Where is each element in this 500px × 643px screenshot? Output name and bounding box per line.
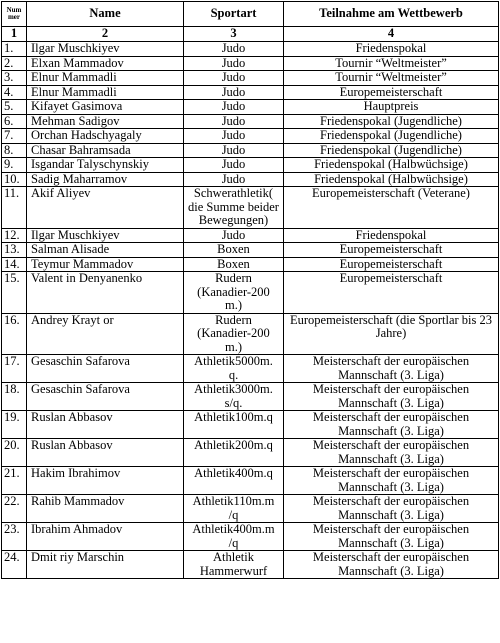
competition: Europemeisterschaft (284, 243, 499, 258)
sport-type: Athletik400m.q (184, 467, 284, 495)
table-row (2, 172, 499, 187)
table-row (2, 42, 499, 57)
sport-type: Athletik200m.q (184, 439, 284, 467)
athlete-name: Gesaschin Safarova (27, 383, 184, 411)
athlete-name: Teymur Mammadov (27, 257, 184, 272)
athlete-name: Ilgar Muschkiyev (27, 42, 184, 57)
athlete-name: Dmit riy Marschin (27, 551, 184, 579)
table-row (2, 228, 499, 243)
sport-type: Schwerathletik( die Summe beider Bewegungen) (184, 187, 284, 229)
athlete-name: Elxan Mammadov (27, 56, 184, 71)
competition: Meisterschaft der europäischen Mannschaft (3. Liga) (284, 467, 499, 495)
table-row (2, 551, 499, 579)
table-row (2, 467, 499, 495)
table-row (2, 439, 499, 467)
competition: Friedenspokal (284, 228, 499, 243)
table-row (2, 355, 499, 383)
sport-type: Judo (184, 228, 284, 243)
competition: Meisterschaft der europäischen Mannschaft (3. Liga) (284, 523, 499, 551)
competition: Friedenspokal (Jugendliche) (284, 129, 499, 144)
row-number: 10. (2, 172, 27, 187)
athlete-name: Ibrahim Ahmadov (27, 523, 184, 551)
sport-type: Judo (184, 129, 284, 144)
athlete-name: Kifayet Gasimova (27, 100, 184, 115)
table-row (2, 143, 499, 158)
competition: Meisterschaft der europäischen Mannschaft (3. Liga) (284, 495, 499, 523)
sport-type: Judo (184, 143, 284, 158)
row-number: 6. (2, 114, 27, 129)
competition: Tournir “Weltmeister” (284, 71, 499, 86)
competition: Meisterschaft der europäischen Mannschaft (3. Liga) (284, 383, 499, 411)
table-row (2, 243, 499, 258)
row-number: 14. (2, 257, 27, 272)
table-row (2, 56, 499, 71)
column-index: 4 (284, 27, 499, 42)
table-row (2, 114, 499, 129)
competition: Friedenspokal (Halbwüchsige) (284, 172, 499, 187)
athlete-name: Valent in Denyanenko (27, 272, 184, 314)
table-row (2, 383, 499, 411)
athlete-name: Elnur Mammadli (27, 85, 184, 100)
athlete-name: Sadig Maharramov (27, 172, 184, 187)
sport-type: Judo (184, 71, 284, 86)
row-number: 1. (2, 42, 27, 57)
row-number: 24. (2, 551, 27, 579)
competition: Friedenspokal (Jugendliche) (284, 114, 499, 129)
row-number: 18. (2, 383, 27, 411)
competition: Europemeisterschaft (284, 85, 499, 100)
header-row (2, 2, 499, 27)
table-row (2, 100, 499, 115)
competition: Europemeisterschaft (284, 272, 499, 314)
column-index-row (2, 27, 499, 42)
row-number: 8. (2, 143, 27, 158)
competition: Friedenspokal (Halbwüchsige) (284, 158, 499, 173)
competition: Meisterschaft der europäischen Mannschaft (3. Liga) (284, 551, 499, 579)
table-row (2, 257, 499, 272)
row-number: 12. (2, 228, 27, 243)
sport-type: Athletik100m.q (184, 411, 284, 439)
row-number: 15. (2, 272, 27, 314)
table-row (2, 71, 499, 86)
row-number: 13. (2, 243, 27, 258)
row-number: 7. (2, 129, 27, 144)
row-number: 21. (2, 467, 27, 495)
competition: Friedenspokal (284, 42, 499, 57)
competition: Friedenspokal (Jugendliche) (284, 143, 499, 158)
row-number: 19. (2, 411, 27, 439)
table-row (2, 523, 499, 551)
athlete-name: Mehman Sadigov (27, 114, 184, 129)
sport-type: Judo (184, 85, 284, 100)
row-number: 20. (2, 439, 27, 467)
athlete-name: Elnur Mammadli (27, 71, 184, 86)
athlete-name: Akif Aliyev (27, 187, 184, 229)
competition: Meisterschaft der europäischen Mannschaft (3. Liga) (284, 411, 499, 439)
sport-type: Boxen (184, 257, 284, 272)
competition: Tournir “Weltmeister” (284, 56, 499, 71)
row-number: 9. (2, 158, 27, 173)
sport-type: Athletik110m.m /q (184, 495, 284, 523)
athlete-name: Gesaschin Safarova (27, 355, 184, 383)
sport-type: Boxen (184, 243, 284, 258)
athlete-name: Salman Alisade (27, 243, 184, 258)
header-sport: Sportart (184, 2, 284, 27)
table-row (2, 495, 499, 523)
header-name: Name (27, 2, 184, 27)
row-number: 11. (2, 187, 27, 229)
sport-type: Athletik Hammerwurf (184, 551, 284, 579)
athlete-name: Orchan Hadschyagaly (27, 129, 184, 144)
row-number: 23. (2, 523, 27, 551)
table-row (2, 187, 499, 229)
competition: Meisterschaft der europäischen Mannschaft (3. Liga) (284, 439, 499, 467)
sport-type: Athletik400m.m /q (184, 523, 284, 551)
table-body (2, 42, 499, 579)
sport-type: Athletik5000m. q. (184, 355, 284, 383)
competition: Meisterschaft der europäischen Mannschaft (3. Liga) (284, 355, 499, 383)
column-index: 3 (184, 27, 284, 42)
competition: Europemeisterschaft (die Sportlar bis 23 Jahre) (284, 313, 499, 355)
sport-type: Judo (184, 42, 284, 57)
sport-type: Judo (184, 172, 284, 187)
athlete-name: Hakim Ibrahimov (27, 467, 184, 495)
sport-type: Judo (184, 56, 284, 71)
column-index: 1 (2, 27, 27, 42)
athlete-name: Andrey Krayt or (27, 313, 184, 355)
header-number: Num mer (2, 2, 27, 27)
athlete-name: Ilgar Muschkiyev (27, 228, 184, 243)
table-row (2, 313, 499, 355)
sport-type: Rudern (Kanadier-200 m.) (184, 272, 284, 314)
athlete-name: Ruslan Abbasov (27, 439, 184, 467)
table-row (2, 85, 499, 100)
row-number: 5. (2, 100, 27, 115)
table-row (2, 129, 499, 144)
row-number: 4. (2, 85, 27, 100)
table-row (2, 158, 499, 173)
row-number: 3. (2, 71, 27, 86)
athlete-name: Isgandar Talyschynskiy (27, 158, 184, 173)
sport-type: Athletik3000m. s/q. (184, 383, 284, 411)
row-number: 22. (2, 495, 27, 523)
sport-type: Judo (184, 100, 284, 115)
athlete-name: Ruslan Abbasov (27, 411, 184, 439)
sport-type: Judo (184, 158, 284, 173)
row-number: 17. (2, 355, 27, 383)
competition: Europemeisterschaft (284, 257, 499, 272)
athletes-table (1, 1, 499, 579)
table-row (2, 272, 499, 314)
table-row (2, 411, 499, 439)
sport-type: Judo (184, 114, 284, 129)
athlete-name: Chasar Bahramsada (27, 143, 184, 158)
competition: Europemeisterschaft (Veterane) (284, 187, 499, 229)
row-number: 2. (2, 56, 27, 71)
column-index: 2 (27, 27, 184, 42)
sport-type: Rudern (Kanadier-200 m.) (184, 313, 284, 355)
competition: Hauptpreis (284, 100, 499, 115)
header-event: Teilnahme am Wettbewerb (284, 2, 499, 27)
row-number: 16. (2, 313, 27, 355)
athlete-name: Rahib Mammadov (27, 495, 184, 523)
